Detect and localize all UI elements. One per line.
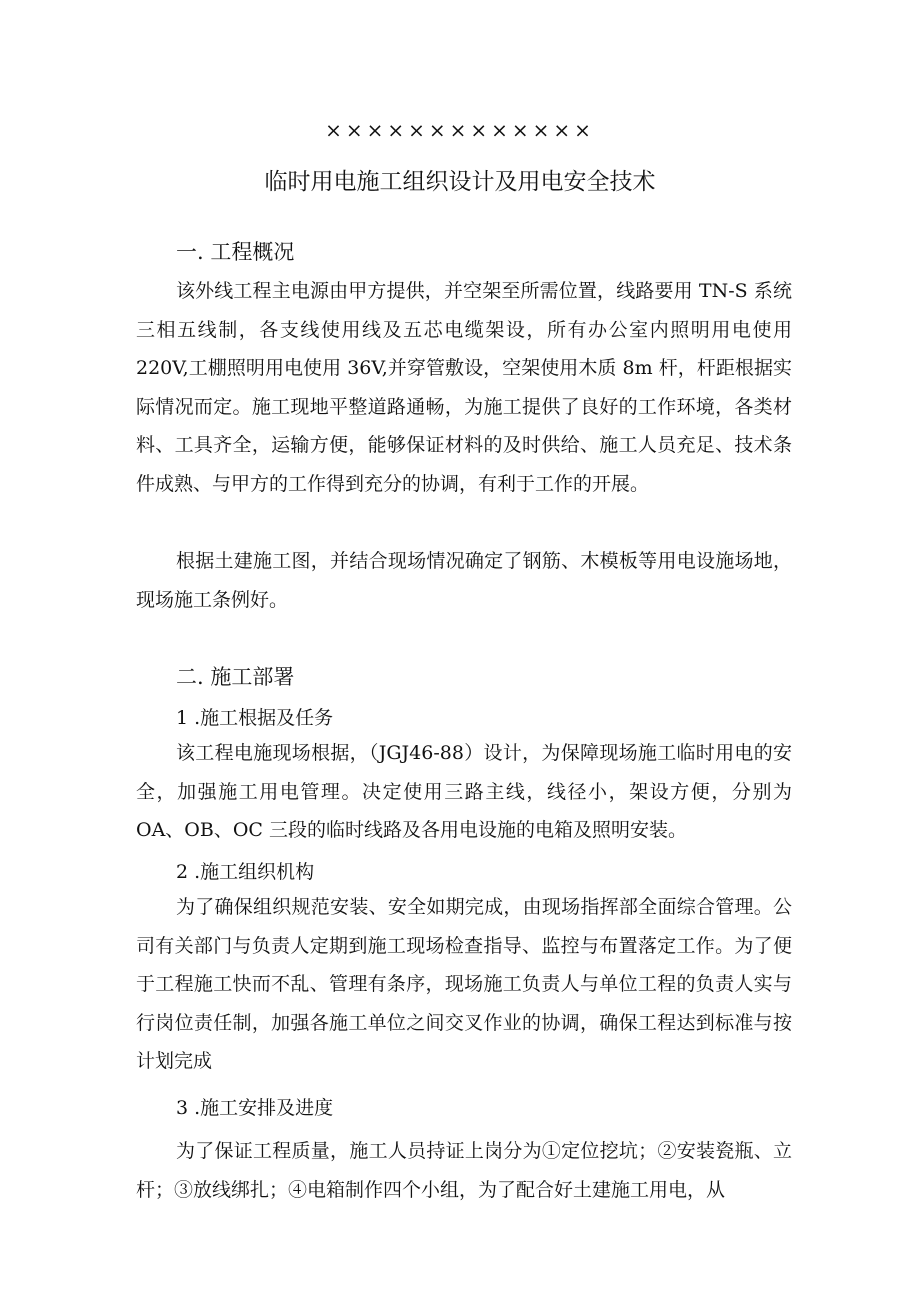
section-2-paragraph-2 xyxy=(136,888,792,1081)
document-title: 临时用电施工组织设计及用电安全技术 xyxy=(264,169,656,195)
subsection-1-heading: 1 .施工根据及任务 xyxy=(176,707,334,729)
subsection-3-heading: 3 .施工安排及进度 xyxy=(176,1097,334,1119)
paragraph-text: 为了确保组织规范安装、安全如期完成，由现场指挥部全面综合管理。公司有关部门与负责人定期到施工现场检查指导、监控与布置落定工作。为了便于工程施工快而不乱、管理有条序，现场施工负责人与单位工程的负责人实与行岗位责任制，加强各施工单位之间交叉作业的协调，确保工程达到标准与按计划完成 xyxy=(136,896,792,1072)
section-1-paragraph-1 xyxy=(136,272,792,503)
section-2-paragraph-3 xyxy=(136,1132,792,1209)
paragraph-text: 为了保证工程质量，施工人员持证上岗分为①定位挖坑；②安装瓷瓶、立杆；③放线绑扎；④电箱制作四个小组，为了配合好土建施工用电，从 xyxy=(136,1140,792,1201)
paragraph-text: 根据土建施工图，并结合现场情况确定了钢筋、木模板等用电设施场地，现场施工条例好。 xyxy=(136,550,792,611)
section-1-heading: 一. 工程概况 xyxy=(176,240,295,264)
paragraph-text: 该外线工程主电源由甲方提供，并空架至所需位置，线路要用 TN-S 系统三相五线制，各支线使用线及五芯电缆架设，所有办公室内照明用电使用 220V,工棚照明用电使用 36V,并穿管敷设，空架使用木质 8m 杆，杆距根据实际情况而定。施工现地平整道路通畅，为施工提供了良好的工作环境，各类材料、工具齐全，运输方便，能够保证材料的及时供给、施工人员充足、技术条件成熟、与甲方的工作得到充分的协调，有利于工作的开展。 xyxy=(136,280,792,495)
section-1-paragraph-2 xyxy=(136,542,792,619)
section-2-heading: 二. 施工部署 xyxy=(176,665,295,689)
section-2-paragraph-1 xyxy=(136,734,792,850)
subsection-2-heading: 2 .施工组织机构 xyxy=(176,861,315,883)
paragraph-text: 该工程电施现场根据，（JGJ46-88）设计，为保障现场施工临时用电的安全，加强施工用电管理。决定使用三路主线，线径小，架设方便，分别为 OA、OB、OC 三段的临时线路及各用电设施的电箱及照明安装。 xyxy=(136,742,792,841)
title-placeholder-mark: ××××××××××××× xyxy=(325,118,595,142)
